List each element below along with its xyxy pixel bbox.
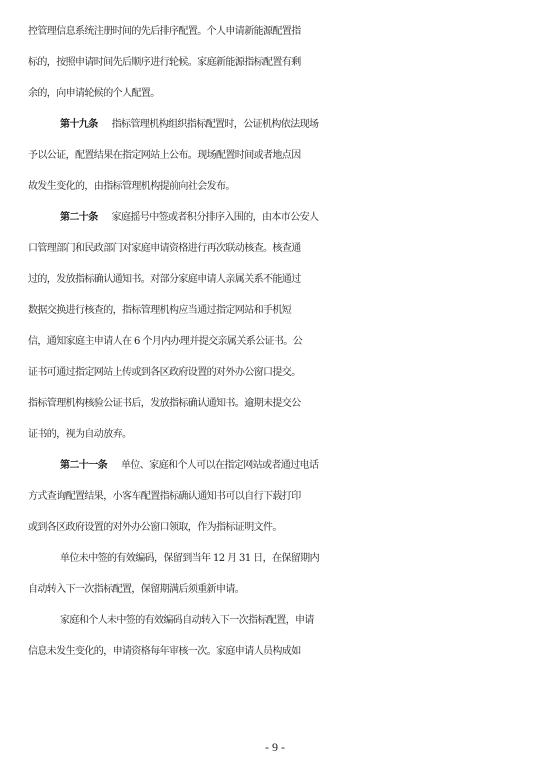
line-text: 自动转入下一次指标配置，保留期满后须重新申请。 (28, 584, 245, 595)
text-line (28, 47, 528, 78)
text-line (28, 140, 528, 171)
text-line (28, 574, 528, 605)
text-line (28, 450, 528, 481)
text-line (28, 605, 528, 636)
article-heading: 第二十条 (60, 212, 98, 223)
line-text: 数据交换进行核查的，指标管理机构应当通过指定网站和手机短 (28, 305, 292, 316)
line-text: 信，通知家庭主申请人在 6 个月内办理并提交亲属关系公证书。公 (28, 336, 303, 347)
line-text: 指标管理机构组织指标配置时，公证机构依法现场 (111, 119, 319, 130)
line-text: 指标管理机构核验公证书后，发放指标确认通知书。逾期未提交公 (28, 398, 301, 409)
line-text: 家庭摇号中签或者积分排序入围的，由本市公安人 (111, 212, 319, 223)
text-line (28, 357, 528, 388)
line-text: 予以公证，配置结果在指定网站上公布。现场配置时间或者地点因 (28, 150, 301, 161)
text-line (28, 419, 528, 450)
text-line (28, 171, 528, 202)
line-text: 口管理部门和民政部门对家庭申请资格进行再次联动核查。核查通 (28, 243, 301, 254)
text-line (28, 109, 528, 140)
line-text: 家庭和个人未中签的有效编码自动转入下一次指标配置，申请 (60, 615, 314, 626)
text-line (28, 16, 528, 47)
line-text: 单位、家庭和个人可以在指定网站或者通过电话 (121, 460, 319, 471)
document-body (28, 16, 528, 667)
article-heading: 第十九条 (60, 119, 98, 130)
text-line (28, 512, 528, 543)
text-line (28, 78, 528, 109)
article-heading: 第二十一条 (60, 460, 107, 471)
line-text: 单位未中签的有效编码，保留到当年 12 月 31 日，在保留期内 (60, 553, 319, 564)
line-text: 余的，向申请轮候的个人配置。 (28, 88, 160, 99)
text-line (28, 326, 528, 357)
line-text: 信息未发生变化的，申请资格每年审核一次。家庭申请人员构成如 (28, 646, 301, 657)
text-line (28, 202, 528, 233)
text-line (28, 388, 528, 419)
line-text: 或到各区政府设置的对外办公窗口领取，作为指标证明文件。 (28, 522, 282, 533)
line-text: 方式查询配置结果，小客车配置指标确认通知书可以自行下载打印 (28, 491, 301, 502)
page-number: - 9 - (265, 740, 285, 754)
text-line (28, 264, 528, 295)
text-line (28, 295, 528, 326)
line-text: 过的，发放指标确认通知书。对部分家庭申请人亲属关系不能通过 (28, 274, 301, 285)
line-text: 证书的，视为自动放弃。 (28, 429, 132, 440)
text-line (28, 233, 528, 264)
line-text: 证书可通过指定网站上传或到各区政府设置的对外办公窗口提交。 (28, 367, 301, 378)
text-line (28, 543, 528, 574)
line-text: 控管理信息系统注册时间的先后排序配置。个人申请新能源配置指 (28, 26, 301, 37)
text-line (28, 636, 528, 667)
line-text: 故发生变化的，由指标管理机构提前向社会发布。 (28, 181, 235, 192)
line-text: 标的，按照申请时间先后顺序进行轮候。家庭新能源指标配置有剩 (28, 57, 301, 68)
text-line (28, 481, 528, 512)
